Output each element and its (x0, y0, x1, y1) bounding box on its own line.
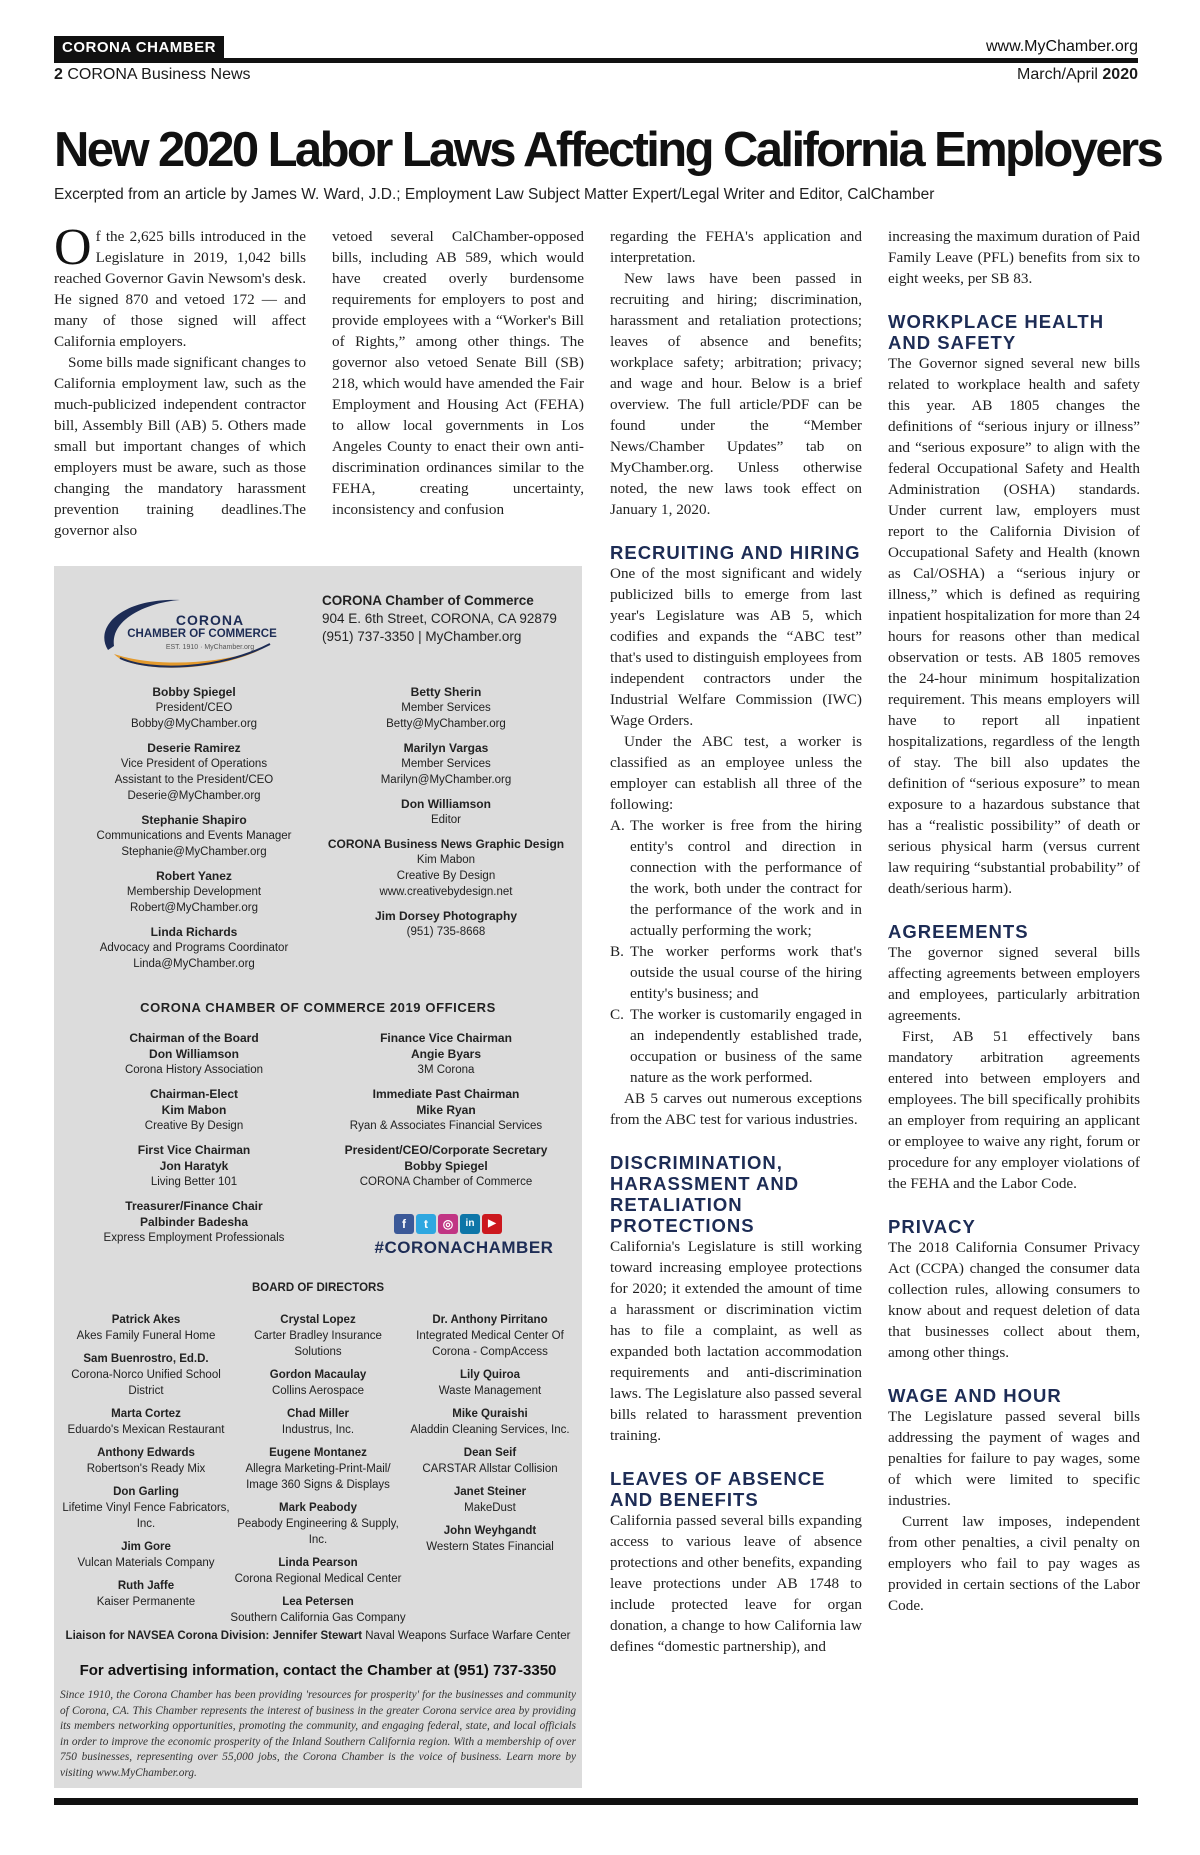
officer-entry (326, 1142, 566, 1190)
member-org: Waste Management (438, 1385, 542, 1397)
board-member (230, 1445, 406, 1493)
logo-wordmark: CORONA (175, 612, 245, 628)
instagram-icon[interactable]: ◎ (438, 1214, 458, 1234)
staff-role: Member Services (401, 758, 491, 770)
article-byline: Excerpted from an article by James W. Ward, J.D.; Employment Law Subject Matter Expert/Legal Writer and Editor, CalChamber (54, 186, 935, 203)
officer-name: Angie Byars (410, 1047, 482, 1061)
member-name: Sam Buenrostro, Ed.D. (83, 1353, 209, 1365)
staff-role: President/CEO (155, 702, 233, 714)
staff-entry (74, 868, 314, 916)
member-name: Dr. Anthony Pirritano (432, 1314, 548, 1326)
member-org: Integrated Medical Center Of Corona - CompAccess (416, 1330, 564, 1358)
board-member (230, 1406, 406, 1438)
officer-name: Mike Ryan (416, 1103, 476, 1117)
list-marker: B. (610, 943, 624, 960)
member-name: Marta Cortez (111, 1408, 181, 1420)
staff-name: Linda Richards (150, 925, 238, 939)
officer-entry (74, 1142, 314, 1190)
social-icons (394, 1214, 526, 1236)
paragraph: regarding the FEHA's application and interpretation. (610, 228, 862, 266)
paragraph: AB 5 carves out numerous exceptions from the ABC test for various industries. (610, 1090, 862, 1128)
issue-line (54, 66, 1138, 88)
member-name: John Weyhgandt (443, 1525, 537, 1537)
phone-web[interactable]: (951) 737-3350 | MyChamber.org (322, 629, 522, 644)
member-org: Industrus, Inc. (281, 1424, 355, 1436)
member-name: Mike Quraishi (452, 1408, 528, 1420)
page-number: 2 (54, 66, 63, 83)
member-org: MakeDust (464, 1502, 516, 1514)
footer-rule (54, 1798, 1138, 1805)
intro-paragraph (54, 219, 306, 352)
paragraph: vetoed several CalChamber-opposed bills, including AB 589, which would have created overly burdensome requirements for employers to post and provide employees with a “Worker's Bill of Rights,” among other things. The governor also vetoed Senate Bill (SB) 218, which would have amended the Fair Employment and Housing Act (FEHA) to allow local governments in Los Angeles County to enact their own anti-discrimination ordinances similar to the FEHA, creating uncertainty, inconsistency and confusion (332, 228, 584, 518)
board-member (402, 1523, 578, 1555)
staff-role: Membership Development (126, 886, 262, 898)
staff-entry (326, 908, 566, 940)
staff-name: Marilyn Vargas (403, 741, 489, 755)
list-item-text: The worker is customarily engaged in an independently established trade, occupation or business of the same nature as the work performed. (630, 1006, 862, 1086)
masthead-rule (54, 58, 1138, 63)
board-member (58, 1484, 234, 1532)
board-column-3 (402, 1312, 578, 1555)
section-heading-agreements: AGREEMENTS (888, 921, 1029, 942)
member-org: Allegra Marketing-Print-Mail/ Image 360 Signs & Displays (245, 1463, 391, 1491)
staff-entry (74, 684, 314, 732)
list-marker: A. (610, 817, 625, 834)
board-member (230, 1312, 406, 1360)
staff-name: Betty Sherin (410, 685, 482, 699)
list-marker: C. (610, 1006, 624, 1023)
section-heading-discrimination: DISCRIMINATION, HARASSMENT AND RETALIATION PROTECTIONS (610, 1152, 800, 1236)
member-name: Chad Miller (287, 1408, 349, 1420)
section-heading-leaves: LEAVES OF ABSENCE AND BENEFITS (610, 1468, 826, 1510)
street-address: 904 E. 6th Street, CORONA, CA 92879 (322, 611, 557, 626)
board-member (58, 1312, 234, 1344)
staff-name: CORONA Business News Graphic Design (327, 837, 565, 851)
officers-list-left (74, 1030, 314, 1246)
board-member (402, 1445, 578, 1477)
website-link[interactable]: www.MyChamber.org (985, 38, 1138, 55)
officers-title: CORONA CHAMBER OF COMMERCE 2019 OFFICERS (140, 1000, 496, 1015)
paragraph: The governor signed several bills affecting agreements between employers and employees, particularly arbitration agreements. (888, 944, 1140, 1024)
paragraph: California passed several bills expanding access to various leave of absence protections and other benefits, expanding leave protections under AB 1748 to include protected leave for organ donation, a change to how California law defines “domestic partnership), and (610, 1512, 862, 1655)
member-org: Eduardo's Mexican Restaurant (67, 1424, 225, 1436)
linkedin-icon[interactable]: in (460, 1214, 480, 1234)
board-member (402, 1484, 578, 1516)
chamber-logo (90, 588, 290, 678)
board-title: BOARD OF DIRECTORS (251, 1282, 385, 1294)
member-name: Eugene Montanez (269, 1447, 367, 1459)
staff-role: Assistant to the President/CEO (114, 774, 274, 786)
officer-name: Kim Mabon (161, 1103, 227, 1117)
member-name: Anthony Edwards (97, 1447, 195, 1459)
officer-name: Jon Haratyk (159, 1159, 229, 1173)
liaison-label: Liaison for NAVSEA Corona Division: Jennifer Stewart (65, 1630, 363, 1642)
paragraph: The 2018 California Consumer Privacy Act (CCPA) changed the consumer data collection rules, allowing consumers to know about and request deletion of data that businesses collect about them, among other things. (888, 1239, 1140, 1361)
paragraph: California's Legislature is still working toward increasing employee protections for 2020; it extended the amount of time a harassment or discrimination victim has to file a complaint, as well as expanded both lactation accommodation requirements and anti-discrimination laws. The Legislature also passed several bills related to harassment prevention training. (610, 1238, 862, 1444)
officer-entry (326, 1030, 566, 1078)
member-org: Collins Aerospace (271, 1385, 365, 1397)
member-org: Southern California Gas Company (230, 1612, 406, 1624)
paragraph: The Governor signed several new bills related to workplace health and safety this year. AB 1805 changes the definitions of “serious injury or illness” and “serious exposure” to align with the federal Occupational Safety and Health Administration (OSHA) standards. Under current law, employers must report to the California Division of Occupational Safety and Health (known as Cal/OSHA) a “serious injury or illness,” which is defined as requiring inpatient hospitalization for more than 24 hours for reasons other than medical observation or tests. AB 1805 removes the 24-hour minimum hospitalization requirement. This means employers will have to report all inpatient hospitalizations, regardless of the length of stay. The bill also updates the definition of “serious exposure” to mean exposure to a hazardous substance that has a “realistic possibility” of death or serious physical harm (versus current law requiring “substantial probability” of death/serious harm). (888, 355, 1140, 897)
board-member (402, 1406, 578, 1438)
paragraph: increasing the maximum duration of Paid Family Leave (PFL) benefits from six to eight weeks, per SB 83. (888, 228, 1140, 287)
officer-org: Corona History Association (124, 1064, 264, 1076)
list-item (610, 815, 862, 941)
staff-entry (74, 924, 314, 972)
board-column-2 (230, 1312, 406, 1626)
board-member (58, 1578, 234, 1610)
staff-entry (326, 684, 566, 732)
member-org: Lifetime Vinyl Fence Fabricators, Inc. (62, 1502, 230, 1530)
section-heading-health: WORKPLACE HEALTH AND SAFETY (888, 311, 1105, 353)
staff-entry (74, 812, 314, 860)
member-org: Vulcan Materials Company (77, 1557, 215, 1569)
member-name: Crystal Lopez (280, 1314, 356, 1326)
officer-entry (74, 1198, 314, 1246)
staff-role: Member Services (401, 702, 491, 714)
staff-name: Jim Dorsey Photography (374, 909, 518, 923)
paragraph: New laws have been passed in recruiting and hiring; discrimination, harassment and retaliation protections; leaves of absence and benefits; workplace safety; arbitration; privacy; and wage and hour. Below is a brief overview. The full article/PDF can be found under the “Member News/Chamber Updates” tab on MyChamber.org. Unless otherwise noted, the new laws took effect on January 1, 2020. (610, 270, 862, 518)
member-org: Western States Financial (426, 1541, 554, 1553)
board-member (230, 1500, 406, 1548)
staff-role: Communications and Events Manager (96, 830, 292, 842)
member-name: Lily Quiroa (459, 1369, 521, 1381)
list-item (610, 1004, 862, 1088)
facebook-icon[interactable]: f (394, 1214, 414, 1234)
member-name: Don Garling (113, 1486, 179, 1498)
staff-name: Bobby Spiegel (152, 685, 236, 699)
paragraph: One of the most significant and widely publicized bills to emerge from last year's Legislature was AB 5, which codifies and expands the “ABC test” that's used to distinguish employees from independent contractors under the Industrial Welfare Commission (IWC) Wage Orders. (610, 565, 862, 729)
hashtag: #CORONACHAMBER (374, 1238, 554, 1257)
member-name: Mark Peabody (279, 1502, 357, 1514)
officer-org: CORONA Chamber of Commerce (359, 1176, 533, 1188)
board-member (58, 1539, 234, 1571)
board-member (58, 1351, 234, 1399)
member-org: Corona Regional Medical Center (234, 1573, 402, 1585)
youtube-icon[interactable]: ▶ (482, 1214, 502, 1234)
member-name: Janet Steiner (453, 1486, 527, 1498)
advertising-contact: For advertising information, contact the Chamber at (951) 737-3350 (79, 1662, 557, 1679)
member-name: Gordon Macaulay (269, 1369, 367, 1381)
dropcap: O (54, 219, 92, 276)
staff-email[interactable]: Bobby@MyChamber.org (130, 718, 258, 730)
staff-entry (326, 836, 566, 900)
member-name: Ruth Jaffe (117, 1580, 175, 1592)
staff-name: Stephanie Shapiro (141, 813, 247, 827)
staff-name: Don Williamson (401, 797, 491, 811)
board-member (402, 1312, 578, 1360)
page-publication (54, 66, 251, 84)
staff-website[interactable]: www.creativebydesign.net (379, 886, 513, 898)
staff-list-left (74, 684, 314, 972)
staff-name: Deserie Ramirez (147, 741, 241, 755)
staff-role: Vice President of Operations (120, 758, 268, 770)
officer-org: Express Employment Professionals (103, 1232, 285, 1244)
masthead-tag: CORONA CHAMBER (54, 36, 224, 58)
staff-role: Kim Mabon (416, 854, 476, 866)
staff-entry (326, 740, 566, 788)
officer-entry (74, 1030, 314, 1078)
member-name: Patrick Akes (111, 1314, 181, 1326)
publication-name: CORONA Business News (67, 66, 251, 83)
twitter-icon[interactable]: t (416, 1214, 436, 1234)
staff-email[interactable]: Linda@MyChamber.org (133, 958, 255, 970)
logo-subwordmark: CHAMBER OF COMMERCE (127, 628, 277, 640)
board-member (230, 1555, 406, 1587)
member-name: Linda Pearson (278, 1557, 358, 1569)
staff-email[interactable]: Stephanie@MyChamber.org (121, 846, 267, 858)
issue-date (1017, 66, 1138, 84)
list-item (610, 941, 862, 1004)
member-name: Dean Seif (463, 1447, 517, 1459)
officer-title: President/CEO/Corporate Secretary (344, 1143, 548, 1157)
officer-org: Creative By Design (144, 1120, 244, 1132)
staff-entry (326, 796, 566, 828)
article-column-4 (888, 226, 1140, 1616)
list-item-text: The worker is free from the hiring entity's control and direction in connection with the performance of the work, both under the contract for the performance of the work and in actually performing the work; (630, 817, 862, 939)
officer-org: Living Better 101 (150, 1176, 238, 1188)
staff-role: Editor (430, 814, 462, 826)
officer-title: First Vice Chairman (137, 1143, 251, 1157)
officer-title: Chairman-Elect (149, 1087, 239, 1101)
list-item-text: The worker performs work that's outside the usual course of the hiring entity's business; and (630, 943, 862, 1002)
paragraph: Current law imposes, independent from other penalties, a civil penalty on employers who fail to pay wages as provided in certain sections of the Labor Code. (888, 1513, 1140, 1614)
staff-name: Robert Yanez (156, 869, 232, 883)
staff-email[interactable]: Deserie@MyChamber.org (127, 790, 261, 802)
officer-title: Chairman of the Board (129, 1031, 259, 1045)
logo-tagline: EST. 1910 · MyChamber.org (165, 644, 255, 651)
member-org: Aladdin Cleaning Services, Inc. (410, 1424, 570, 1436)
staff-email[interactable]: Betty@MyChamber.org (386, 718, 506, 730)
member-org: Robertson's Ready Mix (86, 1463, 206, 1475)
paragraph: Some bills made significant changes to California employment law, such as the much-publicized independent contractor bill, Assembly Bill (AB) 5. Others made small but important changes of which employers must be aware, such as those changing the mandatory harassment prevention training deadlines.The governor also (54, 354, 306, 539)
chamber-info-box (54, 566, 582, 1788)
intro-text: f the 2,625 bills introduced in the Legislature in 2019, 1,042 bills reached Governor Gavin Newsom's desk. He signed 870 and vetoed 172 — and many of those signed will affect California employers. (54, 228, 306, 350)
officers-list-right (326, 1030, 566, 1190)
board-member (58, 1406, 234, 1438)
board-member (230, 1594, 406, 1626)
staff-role: Creative By Design (396, 870, 496, 882)
org-name: CORONA Chamber of Commerce (322, 593, 534, 608)
navsea-liaison (54, 1630, 582, 1642)
member-org: Akes Family Funeral Home (76, 1330, 216, 1342)
officer-org: 3M Corona (417, 1064, 475, 1076)
paragraph: Under the ABC test, a worker is classified as an employee unless the employer can establish all three of the following: (610, 733, 862, 813)
staff-role: Advocacy and Programs Coordinator (99, 942, 289, 954)
officer-title: Immediate Past Chairman (372, 1087, 520, 1101)
board-column-1 (58, 1312, 234, 1610)
chamber-address-block (322, 592, 572, 646)
board-member (230, 1367, 406, 1399)
officer-name: Bobby Spiegel (404, 1159, 488, 1173)
officer-name: Don Williamson (149, 1047, 239, 1061)
liaison-org: Naval Weapons Surface Warfare Center (365, 1630, 571, 1642)
officer-title: Finance Vice Chairman (380, 1031, 512, 1045)
issue-months: March/April (1017, 66, 1098, 83)
officer-org: Ryan & Associates Financial Services (349, 1120, 543, 1132)
chamber-blurb: Since 1910, the Corona Chamber has been providing 'resources for prosperity' for the businesses and community of Corona, CA. This Chamber represents the interest of business in the greater Corona service area by providing its members networking opportunities, promoting the community, and engaging federal, state, and local officials in order to improve the economic prosperity of the Inland Southern California region. With a membership of over 750 businesses, representing over 55,000 jobs, the Corona Chamber is the voice of business. Learn more by visiting www.MyChamber.org. (60, 1689, 576, 1779)
officer-name: Palbinder Badesha (139, 1215, 249, 1229)
officer-entry (326, 1086, 566, 1134)
officer-title: Treasurer/Finance Chair (125, 1199, 263, 1213)
member-org: Carter Bradley Insurance Solutions (254, 1330, 382, 1358)
article-title: New 2020 Labor Laws Affecting California Employers (54, 123, 1162, 177)
officer-entry (74, 1086, 314, 1134)
staff-phone: (951) 735-8668 (406, 926, 486, 938)
board-member (402, 1367, 578, 1399)
member-name: Jim Gore (121, 1541, 171, 1553)
article-column-1 (54, 219, 306, 541)
staff-email[interactable]: Robert@MyChamber.org (130, 902, 258, 914)
article-column-3 (610, 226, 862, 1657)
section-heading-recruiting: RECRUITING AND HIRING (610, 542, 861, 563)
staff-entry (74, 740, 314, 804)
member-org: Peabody Engineering & Supply, Inc. (237, 1518, 399, 1546)
section-heading-privacy: PRIVACY (888, 1216, 976, 1237)
paragraph: The Legislature passed several bills addressing the payment of wages and penalties for failure to pay wages, some of which were limited to specific industries. (888, 1408, 1140, 1509)
issue-year: 2020 (1102, 66, 1138, 83)
member-org: Corona-Norco Unified School District (71, 1369, 221, 1397)
staff-email[interactable]: Marilyn@MyChamber.org (380, 774, 512, 786)
masthead-bar (54, 36, 1138, 62)
paragraph: First, AB 51 effectively bans mandatory arbitration agreements entered into between employers and employees. The bill specifically prohibits an employer from requiring an applicant or employee to waive any right, forum or procedure for any employer violations of the FEHA and the Labor Code. (888, 1028, 1140, 1192)
staff-list-right (326, 684, 566, 940)
board-member (58, 1445, 234, 1477)
member-org: CARSTAR Allstar Collision (422, 1463, 558, 1475)
member-name: Lea Petersen (282, 1596, 354, 1608)
section-heading-wage: WAGE AND HOUR (888, 1385, 1062, 1406)
article-column-2 (332, 226, 584, 520)
member-org: Kaiser Permanente (96, 1596, 196, 1608)
abc-test-list (610, 815, 862, 1088)
